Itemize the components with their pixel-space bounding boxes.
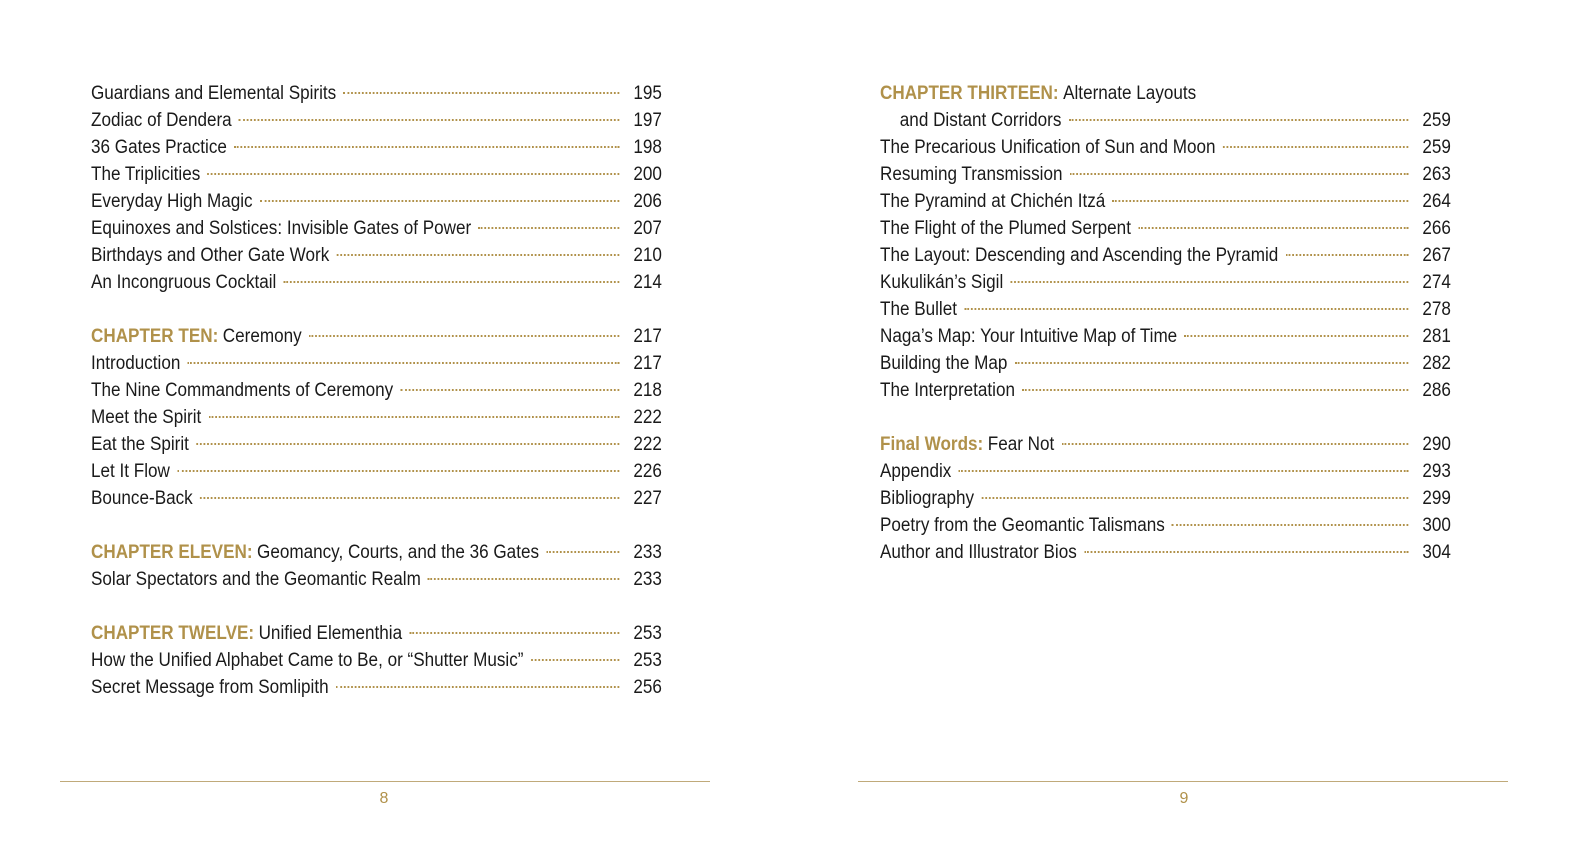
toc-entry[interactable] — [880, 161, 1451, 188]
toc-entry[interactable] — [91, 80, 662, 107]
toc-entry[interactable] — [880, 188, 1451, 215]
toc-list-right — [880, 80, 1451, 566]
left-page — [0, 0, 787, 844]
toc-list-left — [91, 80, 662, 701]
dot-leader — [260, 200, 620, 202]
chapter-label: CHAPTER THIRTEEN: — [880, 83, 1059, 104]
dot-leader — [531, 659, 620, 661]
entry-title: Introduction — [91, 353, 181, 374]
toc-entry[interactable] — [91, 350, 662, 377]
page-number: 286 — [1422, 380, 1451, 401]
chapter-label: CHAPTER TEN: — [91, 326, 219, 347]
entry-title: Alternate Layouts — [1063, 83, 1197, 104]
page-number: 217 — [633, 326, 662, 347]
toc-entry[interactable] — [880, 485, 1451, 512]
toc-entry[interactable] — [91, 674, 662, 701]
dot-leader — [959, 470, 1409, 472]
page-number: 278 — [1422, 299, 1451, 320]
toc-entry[interactable] — [91, 458, 662, 485]
page-number: 259 — [1422, 110, 1451, 131]
dot-leader — [964, 308, 1408, 310]
toc-entry[interactable] — [91, 566, 662, 593]
entry-title: Author and Illustrator Bios — [880, 542, 1077, 563]
page-number: 253 — [633, 650, 662, 671]
entry-title: Eat the Spirit — [91, 434, 189, 455]
page-number: 293 — [1422, 461, 1451, 482]
entry-title: Poetry from the Geomantic Talismans — [880, 515, 1165, 536]
dot-leader — [207, 173, 619, 175]
dot-leader — [188, 362, 620, 364]
toc-entry[interactable] — [880, 323, 1451, 350]
dot-leader — [284, 281, 620, 283]
page-number: 218 — [633, 380, 662, 401]
entry-title: Bounce-Back — [91, 488, 193, 509]
toc-entry[interactable] — [880, 242, 1451, 269]
page-number: 197 — [633, 110, 662, 131]
toc-entry[interactable] — [91, 188, 662, 215]
toc-entry[interactable] — [880, 512, 1451, 539]
entry-title: Geomancy, Courts, and the 36 Gates — [257, 542, 540, 563]
dot-leader — [336, 686, 620, 688]
toc-entry[interactable] — [91, 647, 662, 674]
dot-leader — [1184, 335, 1408, 337]
entry-title: Meet the Spirit — [91, 407, 202, 428]
entry-title: Naga’s Map: Your Intuitive Map of Time — [880, 326, 1178, 347]
dot-leader — [239, 119, 620, 121]
page-number: 227 — [633, 488, 662, 509]
toc-entry[interactable] — [91, 431, 662, 458]
dot-leader — [1084, 551, 1409, 553]
page-number: 210 — [633, 245, 662, 266]
page-number: 195 — [633, 83, 662, 104]
entry-title: The Triplicities — [91, 164, 201, 185]
chapter-label: CHAPTER ELEVEN: — [91, 542, 253, 563]
dot-leader — [1070, 173, 1409, 175]
toc-entry[interactable] — [91, 269, 662, 296]
dot-leader — [1138, 227, 1408, 229]
dot-leader — [177, 470, 620, 472]
dot-leader — [196, 443, 620, 445]
footer-rule — [858, 781, 1508, 782]
entry-title: Equinoxes and Solstices: Invisible Gates of Power — [91, 218, 472, 239]
toc-entry[interactable] — [91, 215, 662, 242]
entry-title: The Precarious Unification of Sun and Moon — [880, 137, 1216, 158]
dot-leader — [343, 92, 619, 94]
page-number: 200 — [633, 164, 662, 185]
page-number: 304 — [1422, 542, 1451, 563]
page-number: 222 — [633, 407, 662, 428]
dot-leader — [1061, 443, 1408, 445]
page-number: 281 — [1422, 326, 1451, 347]
toc-entry[interactable] — [880, 377, 1451, 404]
page-number: 214 — [633, 272, 662, 293]
dot-leader — [1223, 146, 1409, 148]
dot-leader — [1015, 362, 1409, 364]
page-number: 198 — [633, 137, 662, 158]
page-number: 259 — [1422, 137, 1451, 158]
toc-entry[interactable] — [91, 377, 662, 404]
dot-leader — [1172, 524, 1409, 526]
toc-entry[interactable] — [880, 269, 1451, 296]
dot-leader — [400, 389, 619, 391]
footer-rule — [60, 781, 710, 782]
chapter-label: Final Words: — [880, 434, 984, 455]
entry-title: Birthdays and Other Gate Work — [91, 245, 330, 266]
dot-leader — [336, 254, 619, 256]
toc-entry[interactable] — [880, 350, 1451, 377]
page-number: 222 — [633, 434, 662, 455]
page-number: 217 — [633, 353, 662, 374]
entry-title: The Flight of the Plumed Serpent — [880, 218, 1131, 239]
page-number: 226 — [633, 461, 662, 482]
entry-title: Ceremony — [222, 326, 302, 347]
toc-entry[interactable] — [91, 485, 662, 512]
dot-leader — [546, 551, 619, 553]
page-number: 300 — [1422, 515, 1451, 536]
entry-title: and Distant Corridors — [899, 110, 1062, 131]
entry-title: An Incongruous Cocktail — [91, 272, 277, 293]
toc-chapter-entry[interactable] — [91, 620, 662, 647]
entry-title: Resuming Transmission — [880, 164, 1063, 185]
toc-chapter-entry[interactable] — [880, 431, 1451, 458]
toc-entry[interactable] — [880, 296, 1451, 323]
entry-title: Everyday High Magic — [91, 191, 253, 212]
page-number: 299 — [1422, 488, 1451, 509]
entry-title: Secret Message from Somlipith — [91, 677, 329, 698]
toc-entry[interactable] — [880, 134, 1451, 161]
entry-title: Unified Elementhia — [258, 623, 403, 644]
right-page — [788, 0, 1575, 844]
entry-title: The Pyramind at Chichén Itzá — [880, 191, 1106, 212]
entry-title: Let It Flow — [91, 461, 170, 482]
toc-entry[interactable] — [91, 134, 662, 161]
entry-title: The Interpretation — [880, 380, 1015, 401]
toc-entry[interactable] — [880, 539, 1451, 566]
dot-leader — [1022, 389, 1408, 391]
toc-entry[interactable] — [91, 161, 662, 188]
toc-chapter-entry[interactable] — [880, 80, 1451, 107]
dot-leader — [1286, 254, 1409, 256]
entry-title: The Bullet — [880, 299, 957, 320]
toc-chapter-entry[interactable] — [91, 539, 662, 566]
dot-leader — [478, 227, 619, 229]
page-number: 264 — [1422, 191, 1451, 212]
dot-leader — [208, 416, 619, 418]
entry-title: Appendix — [880, 461, 952, 482]
entry-title: Zodiac of Dendera — [91, 110, 232, 131]
page-number: 263 — [1422, 164, 1451, 185]
entry-title: Kukulikán’s Sigil — [880, 272, 1004, 293]
page-number: 290 — [1422, 434, 1451, 455]
dot-leader — [1010, 281, 1408, 283]
dot-leader — [428, 578, 620, 580]
page-number: 256 — [633, 677, 662, 698]
dot-leader — [1069, 119, 1409, 121]
entry-title: Fear Not — [987, 434, 1055, 455]
toc-entry[interactable] — [880, 215, 1451, 242]
toc-entry[interactable] — [880, 458, 1451, 485]
page-number: 253 — [633, 623, 662, 644]
entry-title: Solar Spectators and the Geomantic Realm — [91, 569, 421, 590]
page-number: 233 — [633, 569, 662, 590]
toc-entry[interactable] — [880, 107, 1451, 134]
toc-entry[interactable] — [91, 107, 662, 134]
page-number: 266 — [1422, 218, 1451, 239]
entry-title: How the Unified Alphabet Came to Be, or “Shutter Music” — [91, 650, 524, 671]
page-number: 274 — [1422, 272, 1451, 293]
page-number: 282 — [1422, 353, 1451, 374]
dot-leader — [981, 497, 1408, 499]
dot-leader — [309, 335, 620, 337]
page-number: 267 — [1422, 245, 1451, 266]
dot-leader — [200, 497, 620, 499]
page-number: 233 — [633, 542, 662, 563]
entry-title: Guardians and Elemental Spirits — [91, 83, 337, 104]
dot-leader — [234, 146, 620, 148]
chapter-label: CHAPTER TWELVE: — [91, 623, 255, 644]
dot-leader — [409, 632, 619, 634]
entry-title: The Nine Commandments of Ceremony — [91, 380, 394, 401]
entry-title: 36 Gates Practice — [91, 137, 227, 158]
dot-leader — [1112, 200, 1408, 202]
page-number: 206 — [633, 191, 662, 212]
folio-page-number: 8 — [379, 790, 389, 807]
page-number: 207 — [633, 218, 662, 239]
toc-entry[interactable] — [91, 242, 662, 269]
toc-entry[interactable] — [91, 404, 662, 431]
entry-title: The Layout: Descending and Ascending the Pyramid — [880, 245, 1279, 266]
entry-title: Building the Map — [880, 353, 1008, 374]
entry-title: Bibliography — [880, 488, 975, 509]
toc-chapter-entry[interactable] — [91, 323, 662, 350]
folio-page-number: 9 — [1179, 790, 1189, 807]
